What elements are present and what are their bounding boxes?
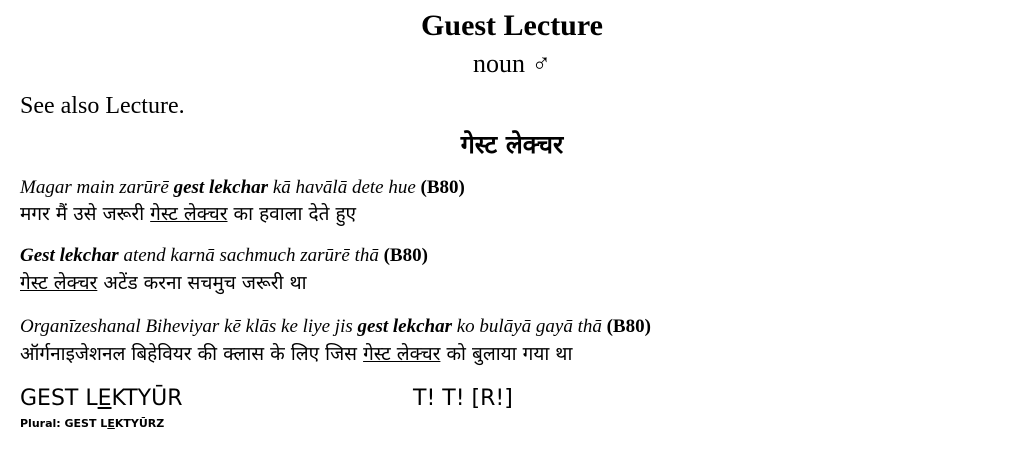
example-romanized (20, 244, 428, 268)
devanagari-headword: गेस्ट लेक्चर (460, 130, 564, 159)
example-text: kā havālā dete hue (268, 177, 416, 198)
example-keyword: gest lekchar (357, 316, 452, 337)
example-text: atend karnā sachmuch zarūrē thā (118, 245, 379, 266)
stressed-syllable: E (97, 386, 112, 411)
example-romanized (20, 176, 465, 200)
part-of-speech: noun (473, 49, 525, 78)
plural-text: KTYŪRZ (114, 417, 165, 430)
masculine-gender-icon: ♂ (531, 49, 551, 78)
plural-text: Plural: GEST L (20, 417, 108, 430)
example-text: को बुलाया गया था (440, 343, 573, 365)
example-text: ko bulāyā gayā thā (451, 316, 602, 337)
example-keyword: गेस्ट लेक्चर (20, 272, 98, 294)
source-citation: (B80) (606, 316, 651, 337)
source-citation: (B80) (420, 177, 465, 198)
example-romanized (20, 315, 651, 339)
example-devanagari (20, 270, 307, 296)
example-keyword: Gest lekchar (20, 245, 119, 266)
example-devanagari (20, 341, 572, 367)
example-keyword: gest lekchar (173, 177, 269, 198)
pronunciation-text: KTYŪR (111, 386, 183, 411)
example-text: ऑर्गनाइजेशनल बिहेवियर की क्लास के लिए जिस (20, 343, 364, 365)
stressed-syllable: E (107, 417, 115, 430)
part-of-speech-line (0, 48, 1024, 80)
tone-pattern: T! T! [R!] (413, 386, 513, 411)
example-text: Magar main zarūrē (20, 177, 174, 198)
example-text: Organīzeshanal Biheviyar kē klās ke liye jis (20, 316, 358, 337)
source-citation: (B80) (383, 245, 428, 266)
example-text: मगर मैं उसे जरूरी (20, 203, 151, 225)
pronunciation (20, 386, 183, 412)
example-text: अटेंड करना सचमुच जरूरी था (97, 272, 307, 294)
example-devanagari (20, 201, 356, 227)
pronunciation-text: GEST L (20, 386, 98, 411)
see-also-note: See also Lecture. (20, 93, 185, 119)
example-keyword: गेस्ट लेक्चर (150, 203, 228, 225)
headword: Guest Lecture (421, 9, 603, 42)
example-keyword: गेस्ट लेक्चर (363, 343, 441, 365)
plural-form (20, 417, 164, 431)
example-text: का हवाला देते हुए (227, 203, 357, 225)
